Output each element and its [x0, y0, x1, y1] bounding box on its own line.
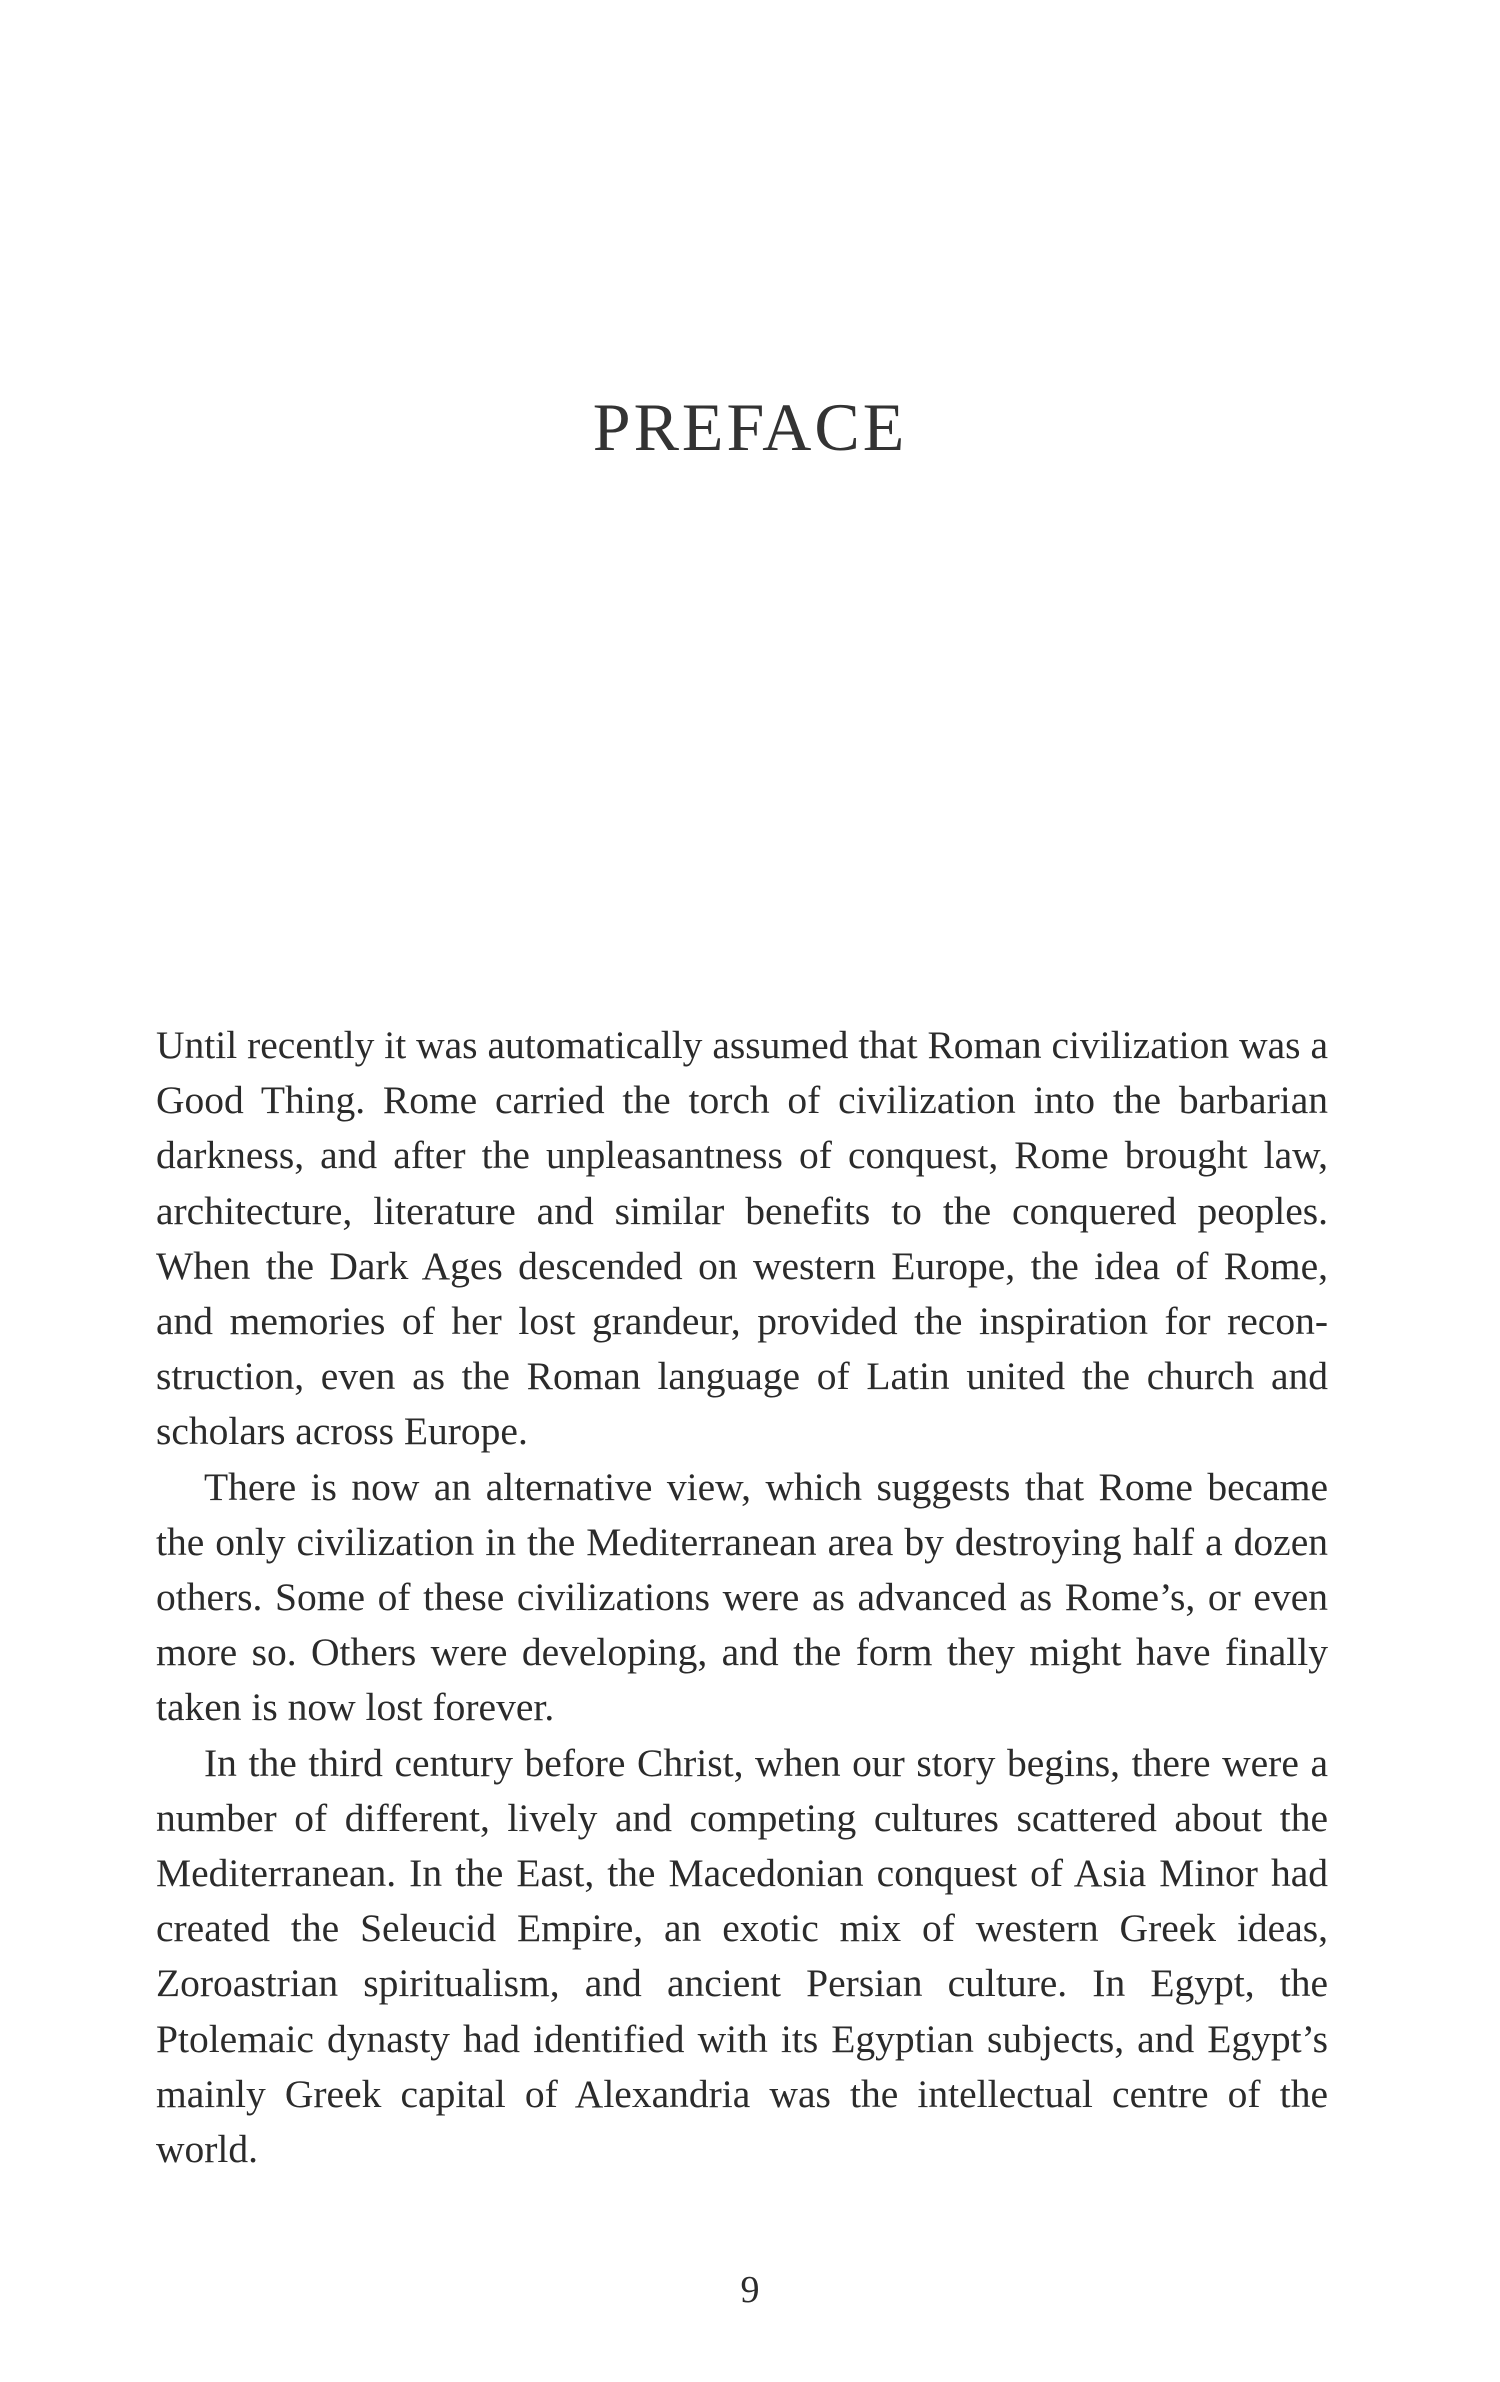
body-text — [156, 1018, 1328, 2177]
page-number: 9 — [740, 2269, 760, 2311]
chapter-title: PREFACE — [592, 389, 908, 465]
paragraph-2: There is now an alternative view, which suggests that Rome became the only civilization in the Mediterranean area by destroying half a dozen others. Some of these civilizations were as advanced as Rome’s, or even more so. Others were developing, and the form they might have finally taken is now lost forever. — [156, 1464, 1328, 1730]
paragraph-1: Until recently it was automatically assumed that Roman civilization was a Good Thing. Rome carried the torch of civilization into the barbarian darkness, and after the unpleasantness of conquest, Rome brought law, architecture, literature and similar benefits to the conquered peoples. When the Dark Ages descended on western Europe, the idea of Rome, and memories of her lost grandeur, provided the inspiration for reconstruction, even as the Roman language of Latin united the church and scholars across Europe. — [156, 1023, 1328, 1454]
paragraph-3: In the third century before Christ, when our story begins, there were a number of different, lively and competing cultures scattered about the Mediterranean. In the East, the Macedonian conquest of Asia Minor had created the Seleucid Empire, an exotic mix of western Greek ideas, Zoroastrian spiritualism, and ancient Persian culture. In Egypt, the Ptolemaic dynasty had identified with its Egyptian subjects, and Egypt’s mainly Greek capital of Alexandria was the intellectual centre of the world. — [156, 1740, 1328, 2172]
